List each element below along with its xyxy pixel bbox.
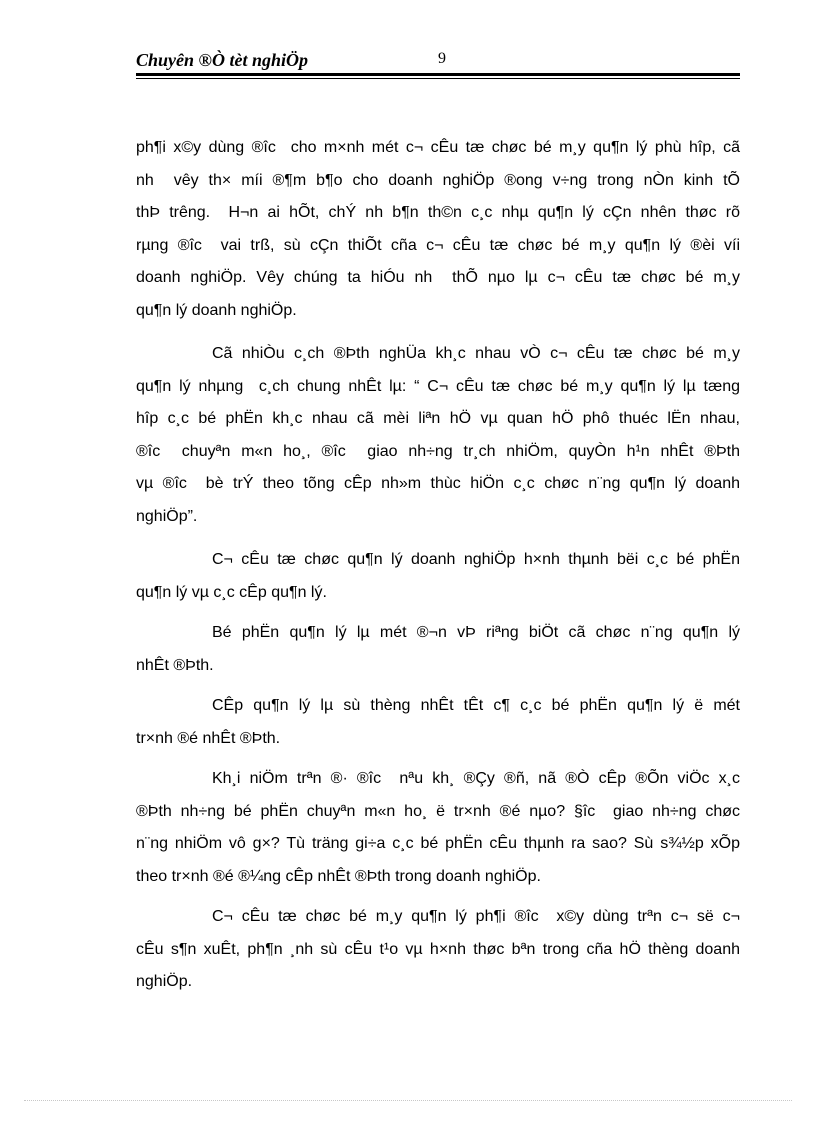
paragraph-3 xyxy=(136,544,740,609)
text-line: theo tr×nh ®é ®¼ng cÊp nhÊt ®Þth trong doanh nghiÖp. xyxy=(136,867,541,885)
text-line: nh vêy th× míi ®¶m b¶o cho doanh nghiÖp ®ong v÷ng trong nÒn kinh tÕ xyxy=(136,171,740,189)
text-line: qu¶n lý nhµng c¸ch chung nhÊt lµ: “ C¬ cÊu tæ chøc bé m¸y qu¶n lý lµ tæng xyxy=(136,377,740,395)
text-line: n¨ng nhiÖm vô g×? Tù träng gi÷a c¸c bé phËn cÊu thµnh ra sao? Sù s¾½p xÕp xyxy=(136,835,740,852)
text-line: vµ ®îc bè trÝ theo tõng cÊp nh»m thùc hiÖn c¸c chøc n¨ng qu¶n lý doanh xyxy=(136,475,740,492)
text-line: Kh¸i niÖm trªn ®· ®îc nªu kh¸ ®Çy ®ñ, nã ®Ò cÊp ®Õn viÖc x¸c xyxy=(212,770,740,787)
paragraph-6 xyxy=(136,763,740,893)
paragraph-1 xyxy=(136,132,740,327)
text-line: Bé phËn qu¶n lý lµ mét ®¬n vÞ riªng biÖt cã chøc n¨ng qu¶n lý xyxy=(212,624,740,641)
text-line: nghiÖp. xyxy=(136,973,193,990)
paragraph-5 xyxy=(136,690,740,755)
header-rule-thick xyxy=(136,73,740,76)
paragraph-4 xyxy=(136,617,740,682)
paragraph-7 xyxy=(136,901,740,999)
text-line: thÞ trêng. H¬n ai hÕt, chÝ nh b¶n th©n c¸c nhµ qu¶n lý cÇn nhên thøc rõ xyxy=(136,204,740,221)
header-rule-thin xyxy=(136,78,740,79)
text-line: C¬ cÊu tæ chøc qu¶n lý doanh nghiÖp h×nh thµnh bëi c¸c bé phËn xyxy=(212,551,740,568)
text-line: cÊu s¶n xuÊt, ph¶n ¸nh sù cÊu t¹o vµ h×nh thøc bªn trong cña hÖ thèng doanh xyxy=(136,940,740,958)
text-line: qu¶n lý vµ c¸c cÊp qu¶n lý. xyxy=(136,583,327,601)
text-line: CÊp qu¶n lý lµ sù thèng nhÊt tÊt c¶ c¸c bé phËn qu¶n lý ë mét xyxy=(212,697,740,714)
text-line: rµng ®îc vai trß, sù cÇn thiÕt cña c¬ cÊu tæ chøc bé m¸y qu¶n lý ®èi víi xyxy=(136,236,740,254)
text-line: qu¶n lý doanh nghiÖp. xyxy=(136,301,297,319)
text-line: Cã nhiÒu c¸ch ®Þth nghÜa kh¸c nhau vÒ c¬ cÊu tæ chøc bé m¸y xyxy=(212,345,740,362)
text-line: C¬ cÊu tæ chøc bé m¸y qu¶n lý ph¶i ®îc x©y dùng trªn c¬ së c¬ xyxy=(212,908,740,925)
page-number: 9 xyxy=(438,50,446,67)
page-header xyxy=(136,48,740,74)
text-line: ®îc chuyªn m«n ho¸, ®îc giao nh÷ng tr¸ch nhiÖm, quyÒn h¹n nhÊt ®Þth xyxy=(136,442,740,460)
header-title: Chuyên ®Ò tèt nghiÖp xyxy=(136,50,308,70)
text-line: ®Þth nh÷ng bé phËn chuyªn m«n ho¸ ë tr×nh ®é nµo? §îc giao nh÷ng chøc xyxy=(136,802,740,820)
text-line: nhÊt ®Þth. xyxy=(136,656,214,674)
text-line: doanh nghiÖp. Vêy chúng ta hiÓu nh thÕ nµo lµ c¬ cÊu tæ chøc bé m¸y xyxy=(136,269,740,286)
text-line: ph¶i x©y dùng ®îc cho m×nh mét c¬ cÊu tæ chøc bé m¸y qu¶n lý phù hîp, cã xyxy=(136,139,740,156)
body-text xyxy=(136,132,740,999)
paragraph-2 xyxy=(136,338,740,533)
text-line: nghiÖp”. xyxy=(136,507,198,525)
text-line: tr×nh ®é nhÊt ®Þth. xyxy=(136,729,281,747)
text-line: hîp c¸c bé phËn kh¸c nhau cã mèi liªn hÖ vµ quan hÖ phô thuéc lËn nhau, xyxy=(136,410,740,427)
page-bottom-border xyxy=(24,1100,792,1101)
